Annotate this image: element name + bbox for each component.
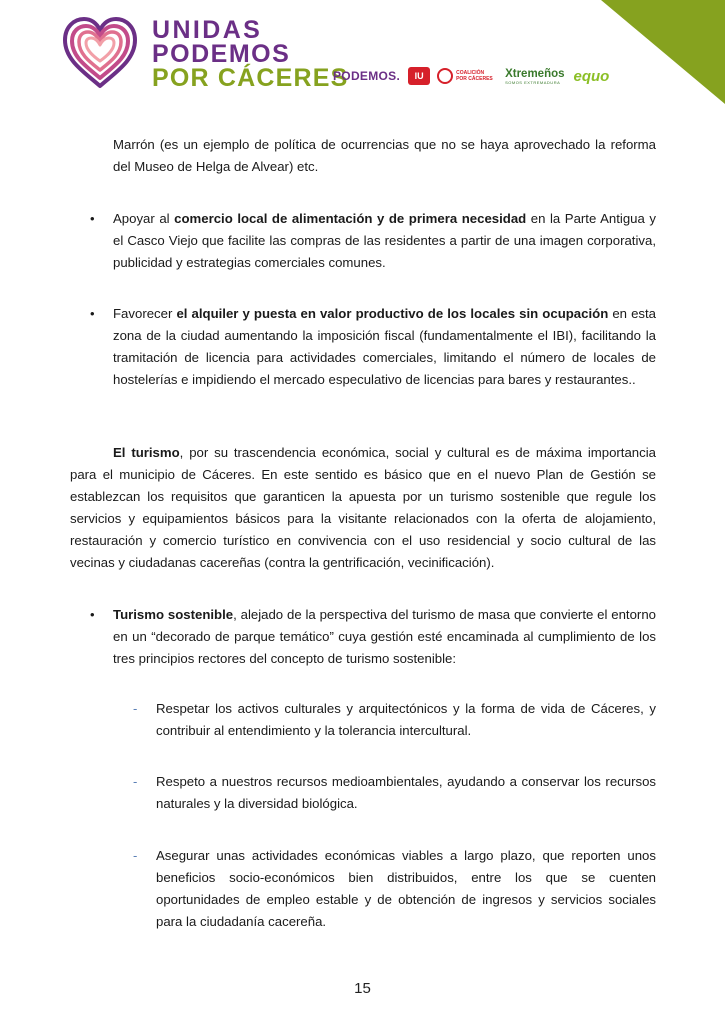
brand-line-podemos: PODEMOS (152, 40, 291, 68)
dash-marker: - (133, 701, 138, 716)
dash-marker: - (133, 848, 138, 863)
bullet-item-turismo-sostenible (113, 604, 656, 670)
bullet-text: en esta zona de la ciudad aumentando la imposición fiscal (fundamentalmente el IBI), facilitando la tramitación de licencia para actividades comerciales, limitando el número de locales de hostelerías e impidiendo el mercado especulativo de licencias para bares y restaurantes.. (113, 306, 656, 387)
extremenos-sub-label: SOMOS EXTREMADURA (505, 79, 561, 85)
bullet-text: Apoyar al (113, 211, 175, 226)
coalicion-label: COALICIÓN POR CÁCERES (456, 70, 493, 82)
bullet-marker: • (90, 211, 95, 226)
corner-decoration (601, 0, 725, 104)
brand-line-por-caceres: POR CÁCERES (152, 64, 349, 92)
partner-iu-logo: IU (408, 67, 430, 85)
paragraph-continuation: Marrón (es un ejemplo de política de ocurrencias que no se haya aprovechado la reforma del Museo de Helga de Alvear) etc. (113, 137, 656, 174)
bullet-bold-text: el alquiler y puesta en valor productivo de los locales sin ocupación (176, 306, 609, 321)
bullet-marker: • (90, 607, 95, 622)
bullet-bold-text: comercio local de alimentación y de primera necesidad (174, 211, 527, 226)
heart-logo-icon (62, 16, 138, 90)
bullet-text: Favorecer (113, 306, 177, 321)
page-number: 15 (354, 980, 371, 997)
sub-item-asegurar: Asegurar unas actividades económicas viables a largo plazo, que reporten unos beneficios socio-económicos bien distribuidos, entre los que se cuenten oportunidades de empleo estable y de obtención de ingresos y servicios sociales para la ciudadanía cacereña. (156, 848, 656, 929)
extremenos-label: Xtremeños (505, 67, 565, 80)
sub-item-respeto: Respeto a nuestros recursos medioambientales, ayudando a conservar los recursos naturales y la diversidad biológica. (156, 774, 656, 811)
brand-wordmark (152, 18, 349, 90)
paragraph-bold-text: El turismo (113, 445, 180, 460)
partner-equo-logo: equo (573, 67, 610, 85)
partner-extremenos-logo (505, 68, 564, 85)
partner-podemos-logo: PODEMOS. (333, 69, 401, 83)
paragraph-turismo (70, 442, 656, 574)
bullet-item-comercio (113, 208, 656, 274)
partner-coalicion-logo (437, 68, 494, 84)
bullet-text: , alejado de la perspectiva del turismo de masa que convierte el entorno en un “decorado de parque temático” cuya gestión esté encaminada al cumplimiento de los tres principios rectores del concepto de turismo sostenible: (113, 607, 656, 666)
dash-marker: - (133, 774, 138, 789)
bullet-text: en la Parte Antigua y el Casco Viejo que facilite las compras de las residentes a partir de una imagen corporativa, publicidad y estrategias comerciales comunes. (113, 211, 656, 270)
bullet-item-alquiler (113, 303, 656, 391)
bullet-bold-text: Turismo sostenible (113, 607, 234, 622)
partner-logos (333, 64, 653, 88)
sub-item-respetar: Respetar los activos culturales y arquitectónicos y la forma de vida de Cáceres, y contribuir al entendimiento y la tolerancia intercultural. (156, 701, 656, 738)
brand-line-unidas: UNIDAS (152, 16, 263, 44)
paragraph-text: , por su trascendencia económica, social y cultural es de máxima importancia para el municipio de Cáceres. En este sentido es básico que en el nuevo Plan de Gestión se establezcan los requisitos que garanticen la apuesta por un turismo sostenible que regule los servicios y equipamientos básicos para la visitante relacionados con la oferta de alojamiento, restauración y comercio turístico en convivencia con el uso residencial y socio cultural de las vecinas y ciudadanas cacereñas (contra la gentrificación, vecinificación). (70, 445, 656, 570)
bullet-marker: • (90, 306, 95, 321)
coalicion-ring-icon (437, 68, 453, 84)
